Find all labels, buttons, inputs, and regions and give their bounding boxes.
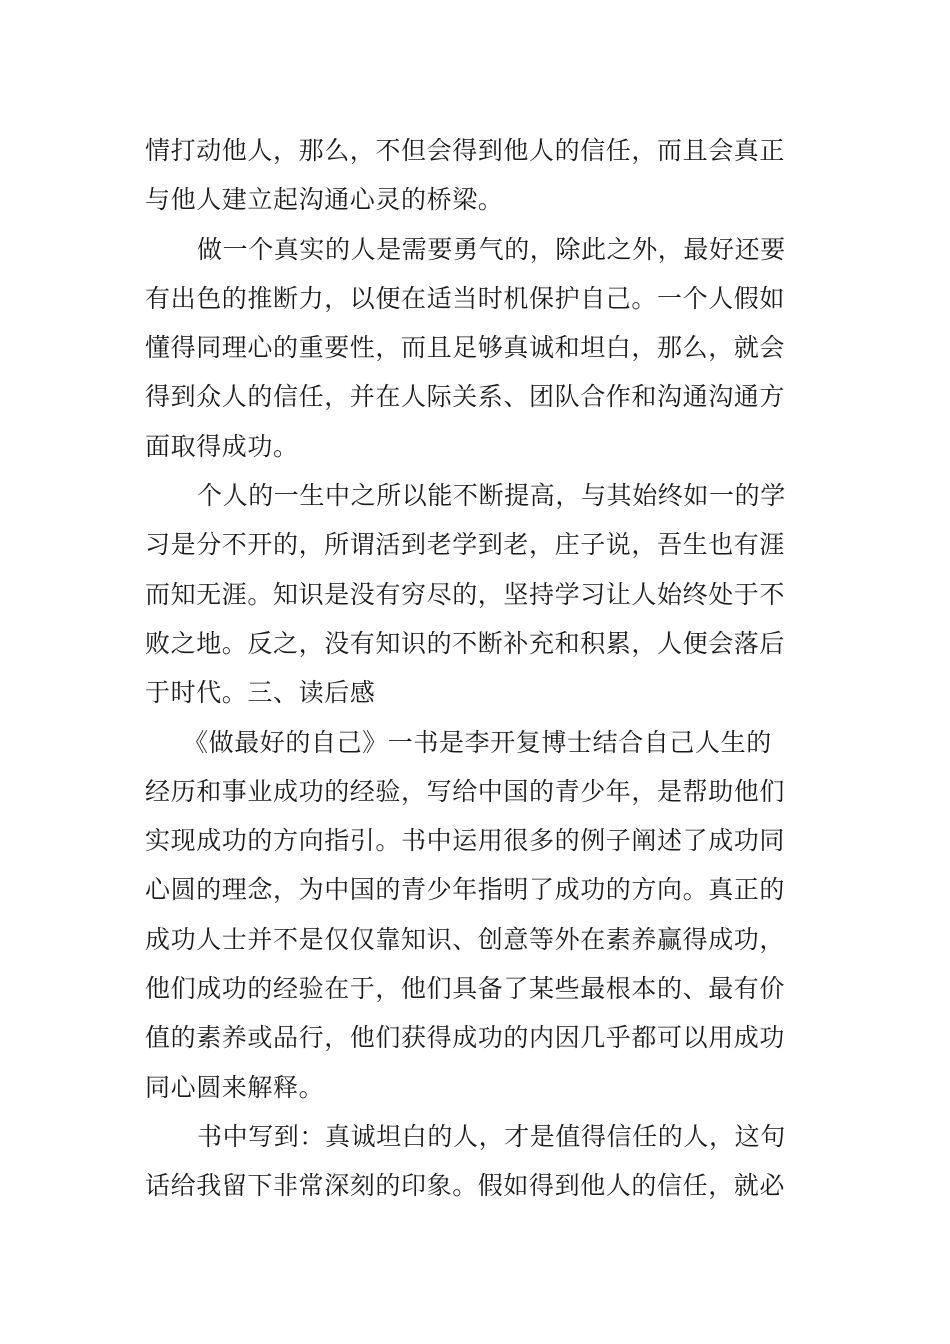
text-line: 习是分不开的，所谓活到老学到老，庄子说，吾生也有涯 [145,530,786,560]
text-line: 与他人建立起沟通心灵的桥梁。 [145,185,504,215]
text-line: 得到众人的信任，并在人际关系、团队合作和沟通沟通方 [145,382,786,412]
text-line: 值的素养或品行，他们获得成功的内因几乎都可以用成功 [145,1023,786,1053]
paragraph-start-line: 《做最好的自己》一书是李开复博士结合自己人生的 [183,727,772,757]
text-line: 而知无涯。知识是没有穷尽的，坚持学习让人始终处于不 [145,579,786,609]
body-text [145,126,810,1211]
text-line: 于时代。三、读后感 [145,678,376,708]
text-line: 同心圆来解释。 [145,1072,325,1102]
text-line: 面取得成功。 [145,431,299,461]
text-line: 败之地。反之，没有知识的不断补充和积累，人便会落后 [145,628,786,658]
text-line: 心圆的理念，为中国的青少年指明了成功的方向。真正的 [145,875,786,905]
paragraph-start-line: 个人的一生中之所以能不断提高，与其始终如一的学 [197,481,786,511]
text-line: 他们成功的经验在于，他们具备了某些最根本的、最有价 [145,974,786,1004]
text-line: 话给我留下非常深刻的印象。假如得到他人的信任，就必 [145,1171,786,1201]
text-line: 经历和事业成功的经验，写给中国的青少年，是帮助他们 [145,776,786,806]
paragraph-start-line: 做一个真实的人是需要勇气的，除此之外，最好还要 [197,234,786,264]
text-line: 有出色的推断力，以便在适当时机保护自己。一个人假如 [145,283,786,313]
text-line: 情打动他人，那么，不但会得到他人的信任，而且会真正 [145,136,786,165]
text-line: 实现成功的方向指引。书中运用很多的例子阐述了成功同 [145,826,786,856]
text-line: 成功人士并不是仅仅靠知识、创意等外在素养赢得成功， [145,924,786,954]
text-line: 懂得同理心的重要性，而且足够真诚和坦白，那么，就会 [145,333,786,363]
paragraph-start-line: 书中写到：真诚坦白的人，才是值得信任的人，这句 [197,1121,786,1151]
